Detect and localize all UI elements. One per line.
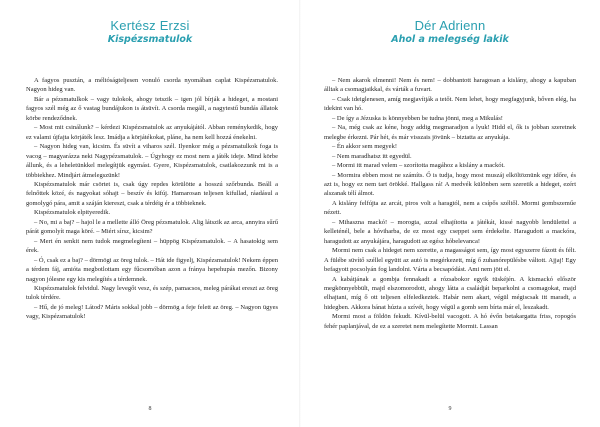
left-paragraph: Kispézsmatulok felvidul. Nagy levegőt vesz, és szép, pamacsos, meleg párákat ereszt az öreg tulok térdére. — [26, 284, 278, 302]
left-paragraph: – Hű, de jó meleg! Látod? Máris sokkal jobb – dörmög a feje felett az öreg. – Nagyon ügyes vagy, Kispézsmatulok! — [26, 303, 278, 321]
left-paragraph: – Mert én senkit nem tudok megmelegíteni – hüppög Kispézsmatulok. – A hasatokig sem érek. — [26, 237, 278, 255]
left-paragraph: Bár a pézsmatulkok – vagy tulokok, ahogy tetszik – igen jól bírják a hideget, a mostani fagyos szél még az ő vastag bundájukon is átsüvít. A csorda megáll, a nagytestű bundás állatok körbe rendeződnek. — [26, 95, 278, 122]
right-paragraph: Mormi most a földön fekudt. Kívül-belül vacogott. A hó évőn betakargatta friss, ropogós fehér paplanjával, de ez a szeretet nem melegítette Mormit. Lassan — [324, 313, 576, 330]
right-paragraph: – Mormira ebben most ne számíts. Ő is tudja, hogy most muszáj elköltöznünk egy időre, és azt is, hogy ez nem tart örökké. Hallgass rá! A medvék különben sem szeretik a hideget, ezért alszanak télí álmot. — [324, 171, 576, 198]
left-paragraph: Kispézsmatulok már csörtet is, csak úgy repdes körülötte a hosszú szőrbunda. Beáll a felnőttek közé, és nagyokat sóhajt – beszív és kifúj. Hamarosan teljesen kifullad, ráadásul a gomolygó pára, amit a száján kiereszt, csak a térdéig ér a többieknek. — [26, 180, 278, 207]
right-paragraph: A kabátjának a gombja fennakadt a rózsabokor egyik tüskéjén. A kismackó először megkönnyebbült, majd elszomorodott, ahogy látta a családját beparkolni a csomagokat, majd elhajtani, míg ő ott teljesen elfeledkeztek. Habár nem akart, végül mégiscsak itt maradt, a hidegben. Akkora bánat húzta a szívét, hogy végül a gomb sem bírta már el, leszakadt. — [324, 275, 576, 311]
left-body-text — [26, 76, 278, 322]
left-author: Kertész Erzsi — [110, 18, 190, 33]
right-paragraph: – Én akkor sem megyek! — [332, 143, 397, 151]
left-page-number: 8 — [148, 406, 152, 412]
left-heading — [0, 18, 300, 45]
right-paragraph: – Nem akarok elmenni! Nem és nem! – dobbantott haragosan a kislány, ahogy a kapuban álltak a csomagjaikkal, és várták a fuvart. — [324, 77, 576, 94]
right-paragraph: A kislány felfújta az arcát, piros volt a haragtól, nem a csípős széltől. Mormi gombszeműe nézett. — [324, 199, 576, 217]
right-paragraph: – Nem maradhatsz itt egyedül. — [332, 152, 412, 160]
right-heading — [300, 18, 600, 45]
left-paragraph: A fagyos pusztán, a méltóságteljesen vonuló csorda nyomában caplat Kispézsmatulok. Nagyon hideg van. — [26, 77, 278, 94]
right-paragraph: – Mormi itt marad velem – szorította magához a kislány a mackót. — [332, 162, 505, 170]
left-paragraph: – Nagyon hideg van, kicsim. És süvít a viharos szél. Ilyenkor még a pézsmatulkok foga is vacog – magyarázza neki Nagypézsmatulok. – Úgyhogy ez most nem a játék ideje. Mind körbe állunk, és a leheletünkkel melegítjük egymást. Gyere, Kispézsmatulok, csatlakozzunk mi is a többiekhez. Mindjárt átmelegszünk! — [26, 143, 278, 179]
right-page-number: 9 — [448, 406, 452, 412]
right-author: Dér Adrienn — [414, 18, 486, 33]
right-story-title: Ahol a melegség lakik — [391, 34, 509, 45]
right-body-text — [324, 76, 576, 331]
right-paragraph: – Csak ideiglenesen, amíg megjavítják a tetőt. Nem lehet, hogy megfagyjunk, bőven elég, ha idekint van hó. — [324, 95, 576, 113]
left-story-title: Kispézsmatulok — [107, 34, 193, 45]
right-page — [300, 0, 600, 427]
left-paragraph: – Ó, csak ez a baj? – dörmögi az öreg tulok. – Hát ide figyelj, Kispézsmatulok! Nekem éppen a térdem fáj, amióta megbotlottam egy fűcsomóban azon a fránya hepehupás mezőn. Bizony nagyon jólesne egy kis melegítés a térdemnek. — [26, 256, 278, 283]
left-paragraph: – No, mi a baj? – hajol le a mellette álló Öreg pézsmatulok. Alig látszik az arca, annyira sűrű párát gomolyít maga köré. – Miért sírsz, kicsim? — [26, 218, 278, 236]
right-paragraph: – De így a Jézuska is könnyebben be tudna jönni, meg a Mikulás! — [332, 114, 503, 122]
right-paragraph: Mormi nem csak a hideget nem szerette, a magasságot sem, így most egyszerre fázott és félt. A fülébe süvítő széllel együtt az autó is megérkezett, míg ő zuhanórepülésbe váltott. Ajjaj! Egy befagyott pocsolyán fog landolni. Várta a becsapódást. Ami nem jött el. — [324, 247, 576, 274]
right-paragraph: – Na, még csak az kéne, hogy addig megmaradjon a lyuk! Hidd el, ők is jobban szeretnek melegbe érkezni. Pár hét, és már visszais jövünk – biztatta az anyukája. — [324, 124, 576, 141]
right-paragraph: – Mihaszna mackó! – morogta, azzal elhajította a játékát, kissé nagyobb lendülettel a kelleténél, bele a hóviharba, de ez most egy cseppet sem érdekelte. Haragudott a mackóra, haragudott az anyukájára, haragudott az egész hóbelevanca! — [324, 218, 576, 245]
left-paragraph: Kispézsmatulok elpityeredik. — [34, 209, 111, 217]
left-paragraph: – Most mit csinálunk? – kérdezi Kispézsmatulok az anyukájától. Abban reménykedik, hogy ez valami újfajta körjáték lesz. Imádja a körjátékokat, pláne, ha nem kell hozzá énekelni. — [26, 124, 278, 141]
